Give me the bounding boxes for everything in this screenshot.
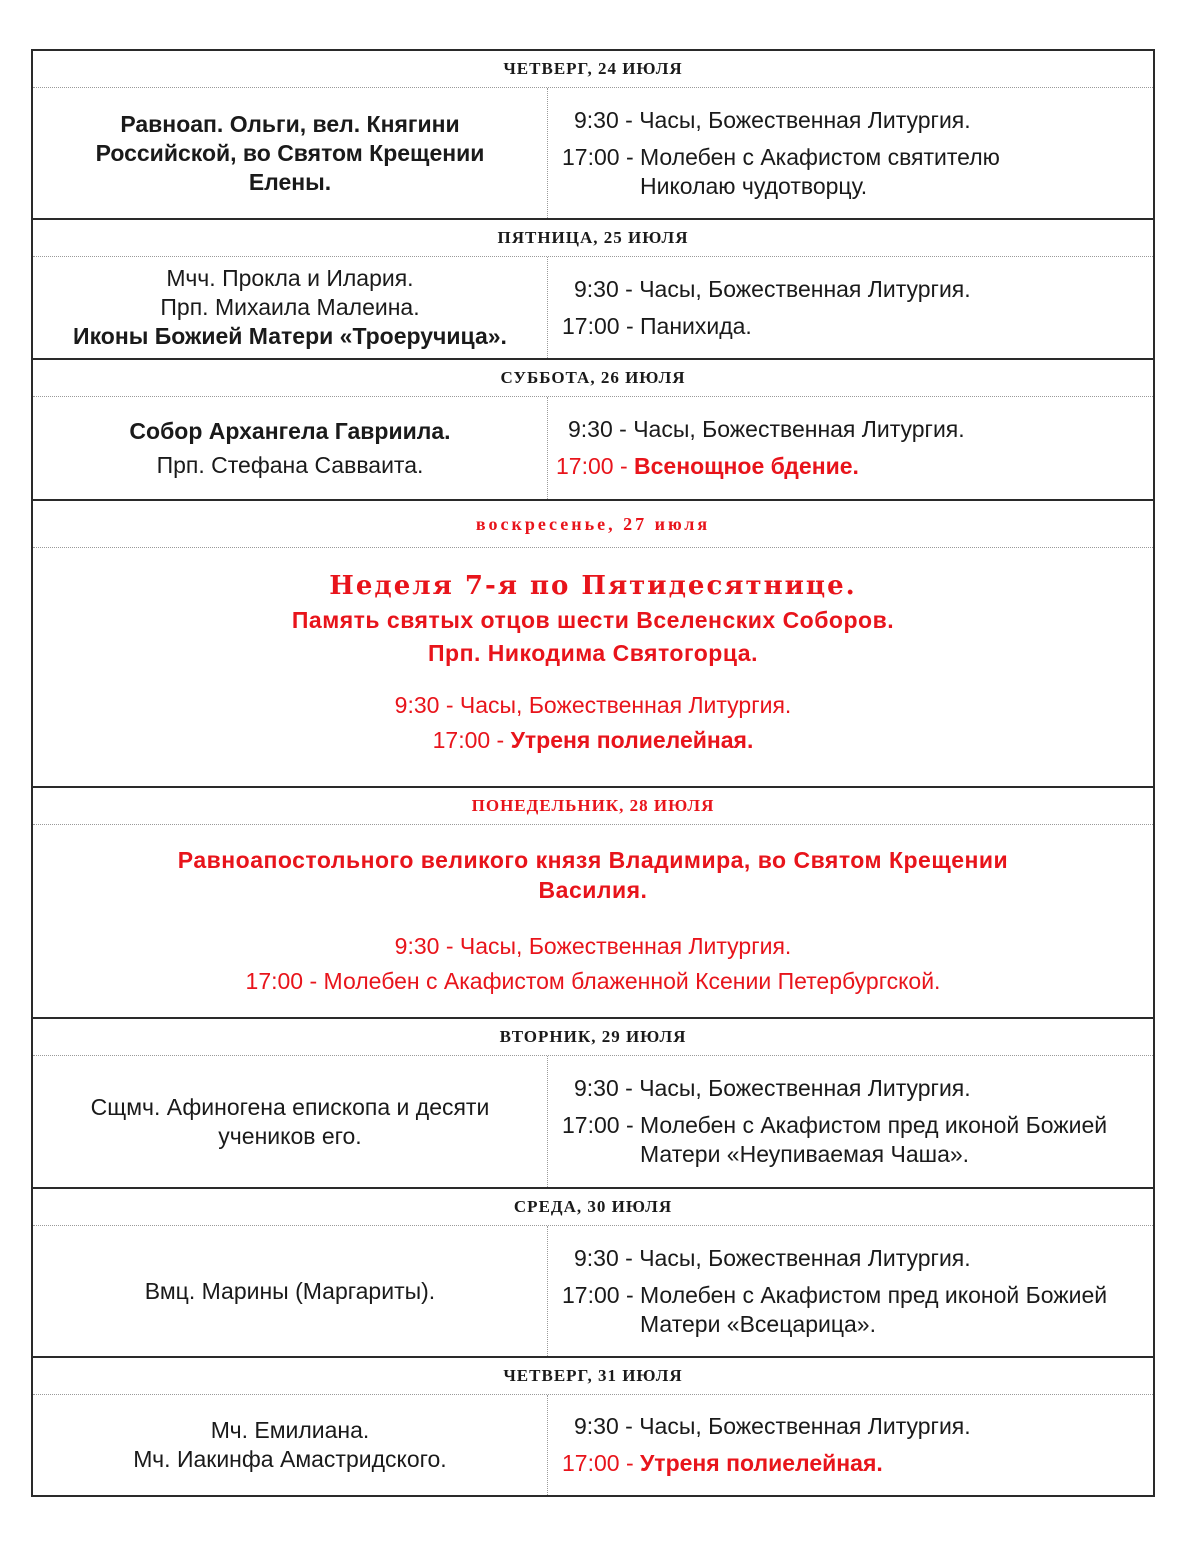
service-desc: Часы, Божественная Литургия. [639, 106, 971, 133]
services-cell [548, 1056, 1153, 1187]
service-desc: Молебен с Акафистом святителю Николаю чудотворцу. [640, 143, 1000, 199]
day-block [33, 1017, 1153, 1187]
saint-line: Мч. Емилиана. [210, 1417, 370, 1443]
day-header: ПОНЕДЕЛЬНИК, 28 ИЮЛЯ [33, 788, 1153, 825]
service-desc: Молебен с Акафистом пред иконой Божией Матери «Неупиваемая Чаша». [640, 1112, 1108, 1167]
services-cell [548, 397, 1153, 499]
day-header: СУББОТА, 26 ИЮЛЯ [33, 360, 1153, 397]
service-time: 9:30 - [574, 106, 640, 133]
service-desc: Часы, Божественная Литургия. [459, 692, 792, 718]
service-item [562, 1074, 1153, 1103]
saint-line: Сщмч. Афиногена епископа и десяти учеников его. [90, 1093, 490, 1149]
service-time: 17:00 - [562, 312, 640, 339]
service-time: 9:30 - [574, 1244, 640, 1271]
service-time: 9:30 - [568, 416, 634, 442]
service-item [562, 143, 1153, 201]
saint-line: Иконы Божией Матери «Троеручица». [73, 323, 507, 349]
service-time: 9:30 - [574, 1075, 640, 1101]
service-time: 17:00 - [562, 1112, 640, 1138]
service-item [562, 1412, 1153, 1441]
service-item [562, 1281, 1153, 1339]
saint-line: Вмц. Марины (Маргариты). [144, 1277, 436, 1304]
service-item [562, 1111, 1153, 1169]
service-desc: Часы, Божественная Литургия. [639, 1244, 971, 1271]
saints-cell [33, 257, 548, 358]
day-block [33, 786, 1153, 1017]
service-item [562, 1449, 1153, 1478]
service-desc: Часы, Божественная Литургия. [639, 1413, 971, 1439]
saint-line: Равноап. Ольги, вел. Княгини Российской, во Святом Крещении Елены. [95, 110, 485, 195]
service-desc: Утреня полиелейная. [640, 1450, 883, 1476]
service-desc: Часы, Божественная Литургия. [459, 933, 792, 959]
services-cell [548, 257, 1153, 358]
service-item [33, 688, 1153, 723]
saints-cell [33, 1056, 548, 1187]
service-desc: Молебен с Акафистом пред иконой Божией Матери «Всецарица». [640, 1281, 1108, 1337]
service-desc: Молебен с Акафистом блаженной Ксении Петербургской. [323, 968, 941, 994]
service-desc: Всенощное бдение. [634, 453, 859, 479]
saint-line: Прп. Стефана Савваита. [156, 452, 424, 478]
day-header: СРЕДА, 30 ИЮЛЯ [33, 1189, 1153, 1226]
day-block [33, 1356, 1153, 1495]
day-header: воскресенье, 27 июля [33, 501, 1153, 548]
service-time: 17:00 - [556, 453, 634, 479]
day-header: ЧЕТВЕРГ, 31 ИЮЛЯ [33, 1358, 1153, 1395]
service-item [33, 964, 1153, 999]
service-item [562, 275, 1153, 304]
day-block [33, 499, 1153, 786]
service-item [33, 723, 1153, 758]
feast-cell [33, 548, 1153, 786]
service-desc: Утреня полиелейная. [510, 727, 754, 753]
saints-cell [33, 1226, 548, 1356]
service-item [556, 415, 1153, 444]
services-cell [548, 1226, 1153, 1356]
service-time: 17:00 - [562, 1281, 640, 1308]
saints-cell [33, 1395, 548, 1495]
service-time: 9:30 - [574, 275, 640, 302]
service-time: 17:00 - [562, 143, 640, 170]
feast-line: Равноапостольного великого князя Владимира, во Святом Крещении Василия. [177, 847, 1009, 903]
service-item [562, 1244, 1153, 1273]
service-time: 17:00 - [562, 1450, 640, 1476]
service-time: 9:30 - [574, 1413, 640, 1439]
day-block [33, 1187, 1153, 1356]
day-block [33, 51, 1153, 218]
service-item [562, 106, 1153, 135]
day-block [33, 358, 1153, 499]
saints-cell [33, 397, 548, 499]
service-desc: Часы, Божественная Литургия. [639, 1075, 971, 1101]
service-desc: Часы, Божественная Литургия. [633, 416, 965, 442]
feast-cell [33, 825, 1153, 1017]
saint-line: Прп. Михаила Малеина. [160, 294, 420, 320]
service-item [556, 452, 1153, 481]
service-time: 17:00 - [245, 968, 324, 994]
saints-cell [33, 88, 548, 218]
service-item [562, 312, 1153, 341]
day-header: ПЯТНИЦА, 25 ИЮЛЯ [33, 220, 1153, 257]
feast-title: Неделя 7-я по Пятидесятнице. [329, 571, 857, 601]
service-time: 9:30 - [394, 933, 460, 959]
day-header: ЧЕТВЕРГ, 24 ИЮЛЯ [33, 51, 1153, 88]
schedule-table [31, 49, 1155, 1497]
service-desc: Панихида. [640, 312, 752, 339]
feast-line: Прп. Никодима Святогорца. [428, 640, 758, 666]
day-block [33, 218, 1153, 358]
day-header: ВТОРНИК, 29 ИЮЛЯ [33, 1019, 1153, 1056]
service-time: 17:00 - [432, 727, 511, 753]
saint-line: Мч. Иакинфа Амастридского. [133, 1446, 447, 1472]
feast-line: Память святых отцов шести Вселенских Соборов. [291, 607, 895, 633]
service-time: 9:30 - [394, 692, 460, 718]
saint-line: Собор Архангела Гавриила. [129, 418, 451, 444]
services-cell [548, 1395, 1153, 1495]
service-item [33, 929, 1153, 964]
services-cell [548, 88, 1153, 218]
saint-line: Мчч. Прокла и Илария. [166, 265, 414, 291]
service-desc: Часы, Божественная Литургия. [639, 275, 971, 302]
